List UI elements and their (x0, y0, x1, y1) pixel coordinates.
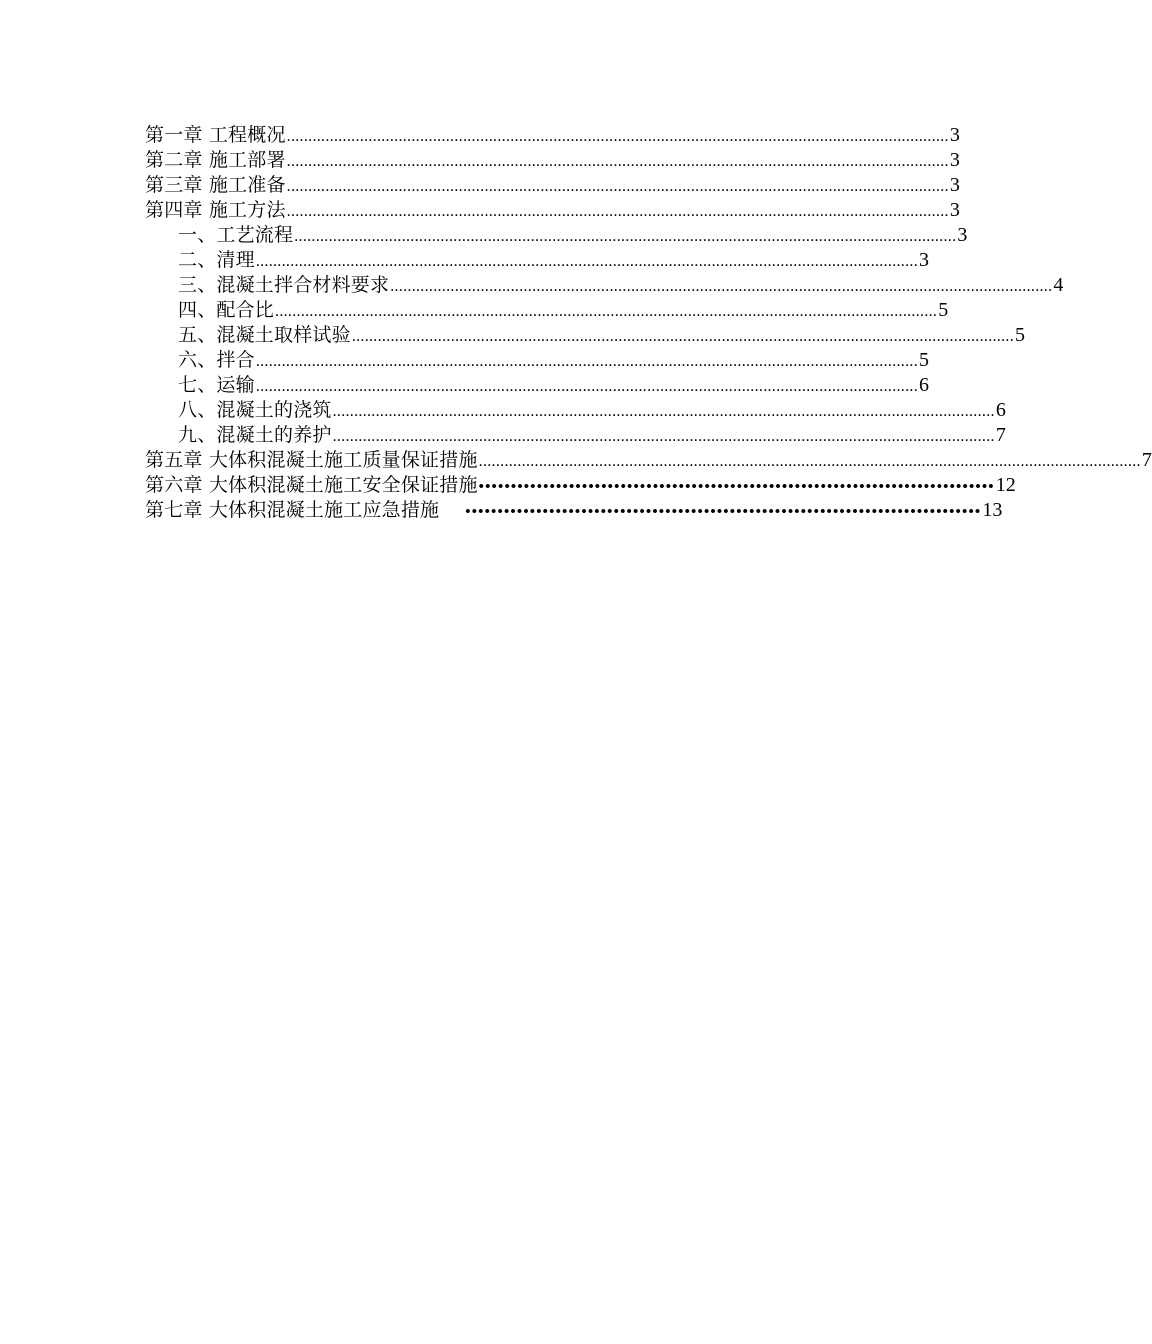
toc-entry-title: 第二章 施工部署 (145, 149, 286, 171)
toc-entry-title: 第六章 大体积混凝土施工安全保证措施 (145, 474, 478, 496)
toc-entry-page: 6 (919, 374, 930, 396)
dot-leader: .......................................................................................................................................................... (294, 228, 957, 245)
toc-entry-title: 第七章 大体积混凝土施工应急措施 (145, 499, 440, 521)
dot-leader: .......................................................................................................................................................... (332, 403, 995, 420)
toc-entry-title: 七、运输 (178, 374, 255, 396)
toc-entry-chapter-7[interactable] (145, 498, 1003, 523)
toc-entry-section-6[interactable] (145, 348, 930, 373)
dot-leader: .......................................................................................................................................................... (275, 303, 938, 320)
toc-entry-title: 第三章 施工准备 (145, 174, 286, 196)
dot-leader: .......................................................................................................................................................... (351, 328, 1015, 345)
toc-entry-page: 3 (919, 249, 930, 271)
toc-entry-page: 3 (949, 149, 960, 171)
dot-leader: •••••••••••••••••••••••••••••••••••••••••••••••••••••••••••••••••••••••••••••••• (478, 479, 995, 495)
toc-entry-page: 6 (995, 399, 1006, 421)
toc-entry-page: 5 (919, 349, 930, 371)
toc-entry-title: 第一章 工程概况 (145, 124, 286, 146)
toc-entry-section-3[interactable] (145, 273, 1064, 298)
dot-leader: .......................................................................................................................................................... (255, 353, 919, 370)
toc-entry-title: 三、混凝土拌合材料要求 (178, 274, 390, 296)
toc-entry-page: 3 (949, 199, 960, 221)
toc-entry-section-4[interactable] (145, 298, 949, 323)
dot-leader: .......................................................................................................................................................... (255, 253, 919, 270)
dot-leader: .......................................................................................................................................................... (286, 153, 949, 170)
toc-entry-page: 3 (949, 124, 960, 146)
toc-entry-page: 5 (938, 299, 949, 321)
toc-entry-title: 一、工艺流程 (178, 224, 294, 246)
dot-leader: .......................................................................................................................................................... (332, 428, 995, 445)
toc-entry-section-5[interactable] (145, 323, 1026, 348)
toc-entry-title: 第四章 施工方法 (145, 199, 286, 221)
toc-entry-section-2[interactable] (145, 248, 930, 273)
toc-entry-page: 4 (1053, 274, 1064, 296)
dot-leader: .......................................................................................................................................................... (478, 453, 1141, 470)
toc-entry-page: 3 (949, 174, 960, 196)
dot-leader: •••••••••••••••••••••••••••••••••••••••••••••••••••••••••••••••••••••••••••••••• (465, 504, 982, 520)
toc-entry-title: 八、混凝土的浇筑 (178, 399, 332, 421)
toc-entry-page: 7 (1141, 449, 1152, 471)
toc-entry-section-8[interactable] (145, 398, 1006, 423)
toc-entry-chapter-3[interactable] (145, 173, 960, 198)
dot-leader: .......................................................................................................................................................... (390, 278, 1053, 295)
toc-entry-section-1[interactable] (145, 223, 968, 248)
toc-entry-section-7[interactable] (145, 373, 930, 398)
toc-entry-chapter-5[interactable] (145, 448, 1152, 473)
toc-entry-chapter-6[interactable] (145, 473, 1016, 498)
toc-entry-chapter-2[interactable] (145, 148, 960, 173)
dot-leader: .......................................................................................................................................................... (286, 203, 949, 220)
toc-entry-title: 六、拌合 (178, 349, 255, 371)
toc-entry-page: 5 (1015, 324, 1026, 346)
toc-entry-chapter-1[interactable] (145, 123, 960, 148)
toc-entry-page: 12 (995, 474, 1016, 496)
toc-entry-title: 二、清理 (178, 249, 255, 271)
toc-entry-page: 7 (995, 424, 1006, 446)
toc-entry-section-9[interactable] (145, 423, 1006, 448)
dot-leader: .......................................................................................................................................................... (286, 128, 949, 145)
dot-leader: .......................................................................................................................................................... (286, 178, 949, 195)
toc-entry-title: 四、配合比 (178, 299, 275, 321)
dot-leader: .......................................................................................................................................................... (255, 378, 919, 395)
toc-entry-title: 五、混凝土取样试验 (178, 324, 351, 346)
toc-entry-page: 13 (982, 499, 1003, 521)
toc-entry-title: 九、混凝土的养护 (178, 424, 332, 446)
toc-entry-page: 3 (957, 224, 968, 246)
toc-entry-chapter-4[interactable] (145, 198, 960, 223)
table-of-contents (145, 123, 1152, 523)
toc-entry-title: 第五章 大体积混凝土施工质量保证措施 (145, 449, 478, 471)
